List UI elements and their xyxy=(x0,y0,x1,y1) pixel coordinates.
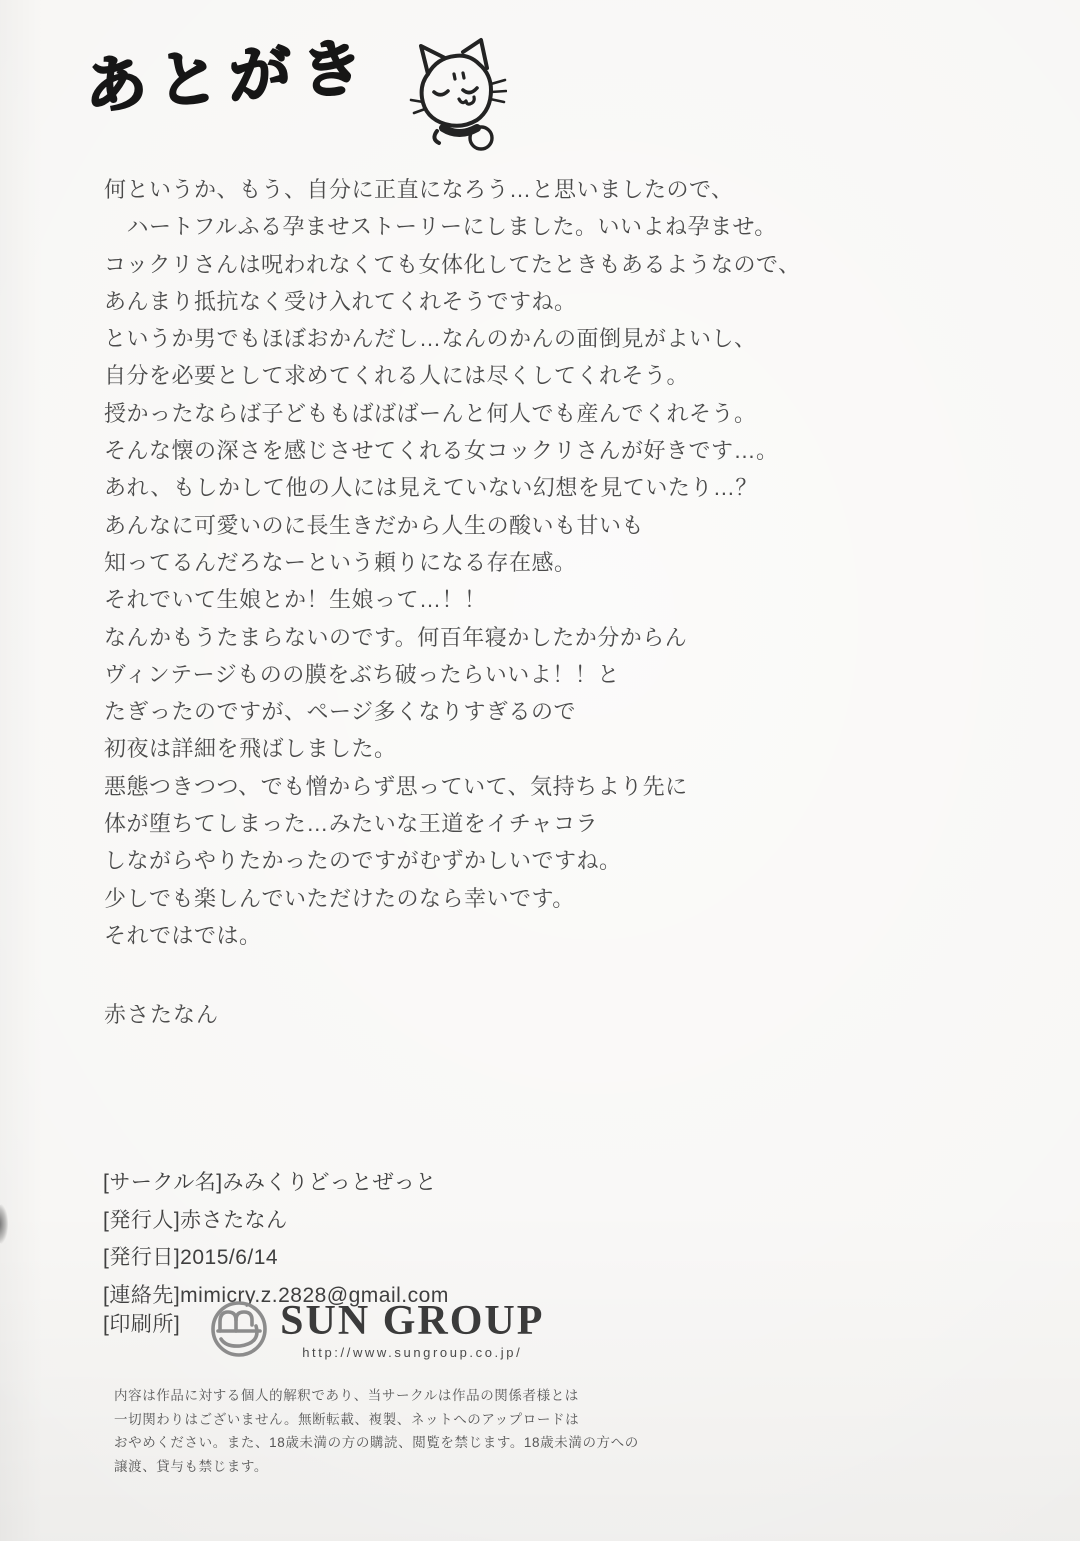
body-line: たぎったのですが、ページ多くなりすぎるので xyxy=(104,699,577,725)
body-line: 悪態つきつつ、でも憎からず思っていて、気持ちより先に xyxy=(104,773,688,799)
body-line: しながらやりたかったのですがむずかしいですね。 xyxy=(104,848,622,874)
colophon-contact: [連絡先]mimicry.z.2828@gmail.com xyxy=(103,1283,449,1307)
colophon-publisher: [発行人]赤さたなん xyxy=(103,1208,288,1232)
body-line: なんかもうたまらないのです。何百年寝かしたか分からん xyxy=(104,624,688,650)
printer-row xyxy=(103,1298,544,1360)
body-line: それではでは。 xyxy=(104,922,262,948)
scan-artifact xyxy=(0,1204,8,1244)
body-line: コックリさんは呪われなくても女体化してたときもあるようなので、 xyxy=(104,251,801,277)
colophon-date: [発行日]2015/6/14 xyxy=(103,1246,279,1269)
body-line: あんまり抵抗なく受け入れてくれそうですね。 xyxy=(104,288,577,314)
body-line: 初夜は詳細を飛ばしました。 xyxy=(104,736,397,762)
printer-url: http://www.sungroup.co.jp/ xyxy=(302,1345,523,1361)
disclaimer-line: 譲渡、貸与も禁じます。 xyxy=(114,1459,269,1475)
afterword-body xyxy=(104,173,804,956)
printer-name: SUN GROUP xyxy=(280,1298,545,1344)
body-line: 自分を必要として求めてくれる人には尽くしてくれそう。 xyxy=(104,363,690,389)
disclaimer-line: おやめください。また、18歳未満の方の購読、閲覧を禁じます。18歳未満の方への xyxy=(114,1435,639,1451)
body-line: 知ってるんだろなーという頼りになる存在感。 xyxy=(104,549,577,575)
page-title: あとがき xyxy=(84,32,374,123)
body-line: あれ、もしかして他の人には見えていない幻想を見ていたり…？ xyxy=(104,475,758,501)
title-row xyxy=(84,32,507,154)
body-line: というか男でもほぼおかんだし…なんのかんの面倒見がよいし、 xyxy=(104,326,757,352)
body-line: ハートフルふる孕ませストーリーにしました。いいよね孕ませ。 xyxy=(104,214,777,240)
body-line: 体が堕ちてしまった…みたいな王道をイチャコラ xyxy=(104,811,599,837)
author-signature: 赤さたなん xyxy=(104,1002,220,1027)
colophon xyxy=(103,1166,449,1316)
body-line: 何というか、もう、自分に正直になろう…と思いましたので、 xyxy=(104,177,734,202)
body-line: 少しでも楽しんでいただけたのなら幸いです。 xyxy=(104,885,575,911)
body-line: そんな懐の深さを感じさせてくれる女コックリさんが好きです…。 xyxy=(104,438,779,464)
cat-doodle-icon xyxy=(407,36,507,154)
body-line: 授かったならば子どももばばばーんと何人でも産んでくれそう。 xyxy=(104,400,757,426)
disclaimer-line: 一切関わりはございません。無断転載、複製、ネットへのアップロードは xyxy=(114,1411,580,1427)
printer-brand xyxy=(280,1298,544,1360)
body-line: それでいて生娘とか！生娘って…！！ xyxy=(104,587,487,613)
body-line: ヴィンテージものの膜をぶち破ったらいいよ！！と xyxy=(104,661,620,687)
disclaimer-line: 内容は作品に対する個人的解釈であり、当サークルは作品の関係者様とは xyxy=(114,1388,579,1403)
printer-label: [印刷所] xyxy=(103,1313,181,1336)
sun-group-logo-icon xyxy=(208,1298,270,1360)
body-line: あんなに可愛いのに長生きだから人生の酸いも甘いも xyxy=(104,512,645,538)
disclaimer xyxy=(114,1384,639,1479)
colophon-circle-name: [サークル名]みみくりどっとぜっと xyxy=(103,1171,437,1194)
